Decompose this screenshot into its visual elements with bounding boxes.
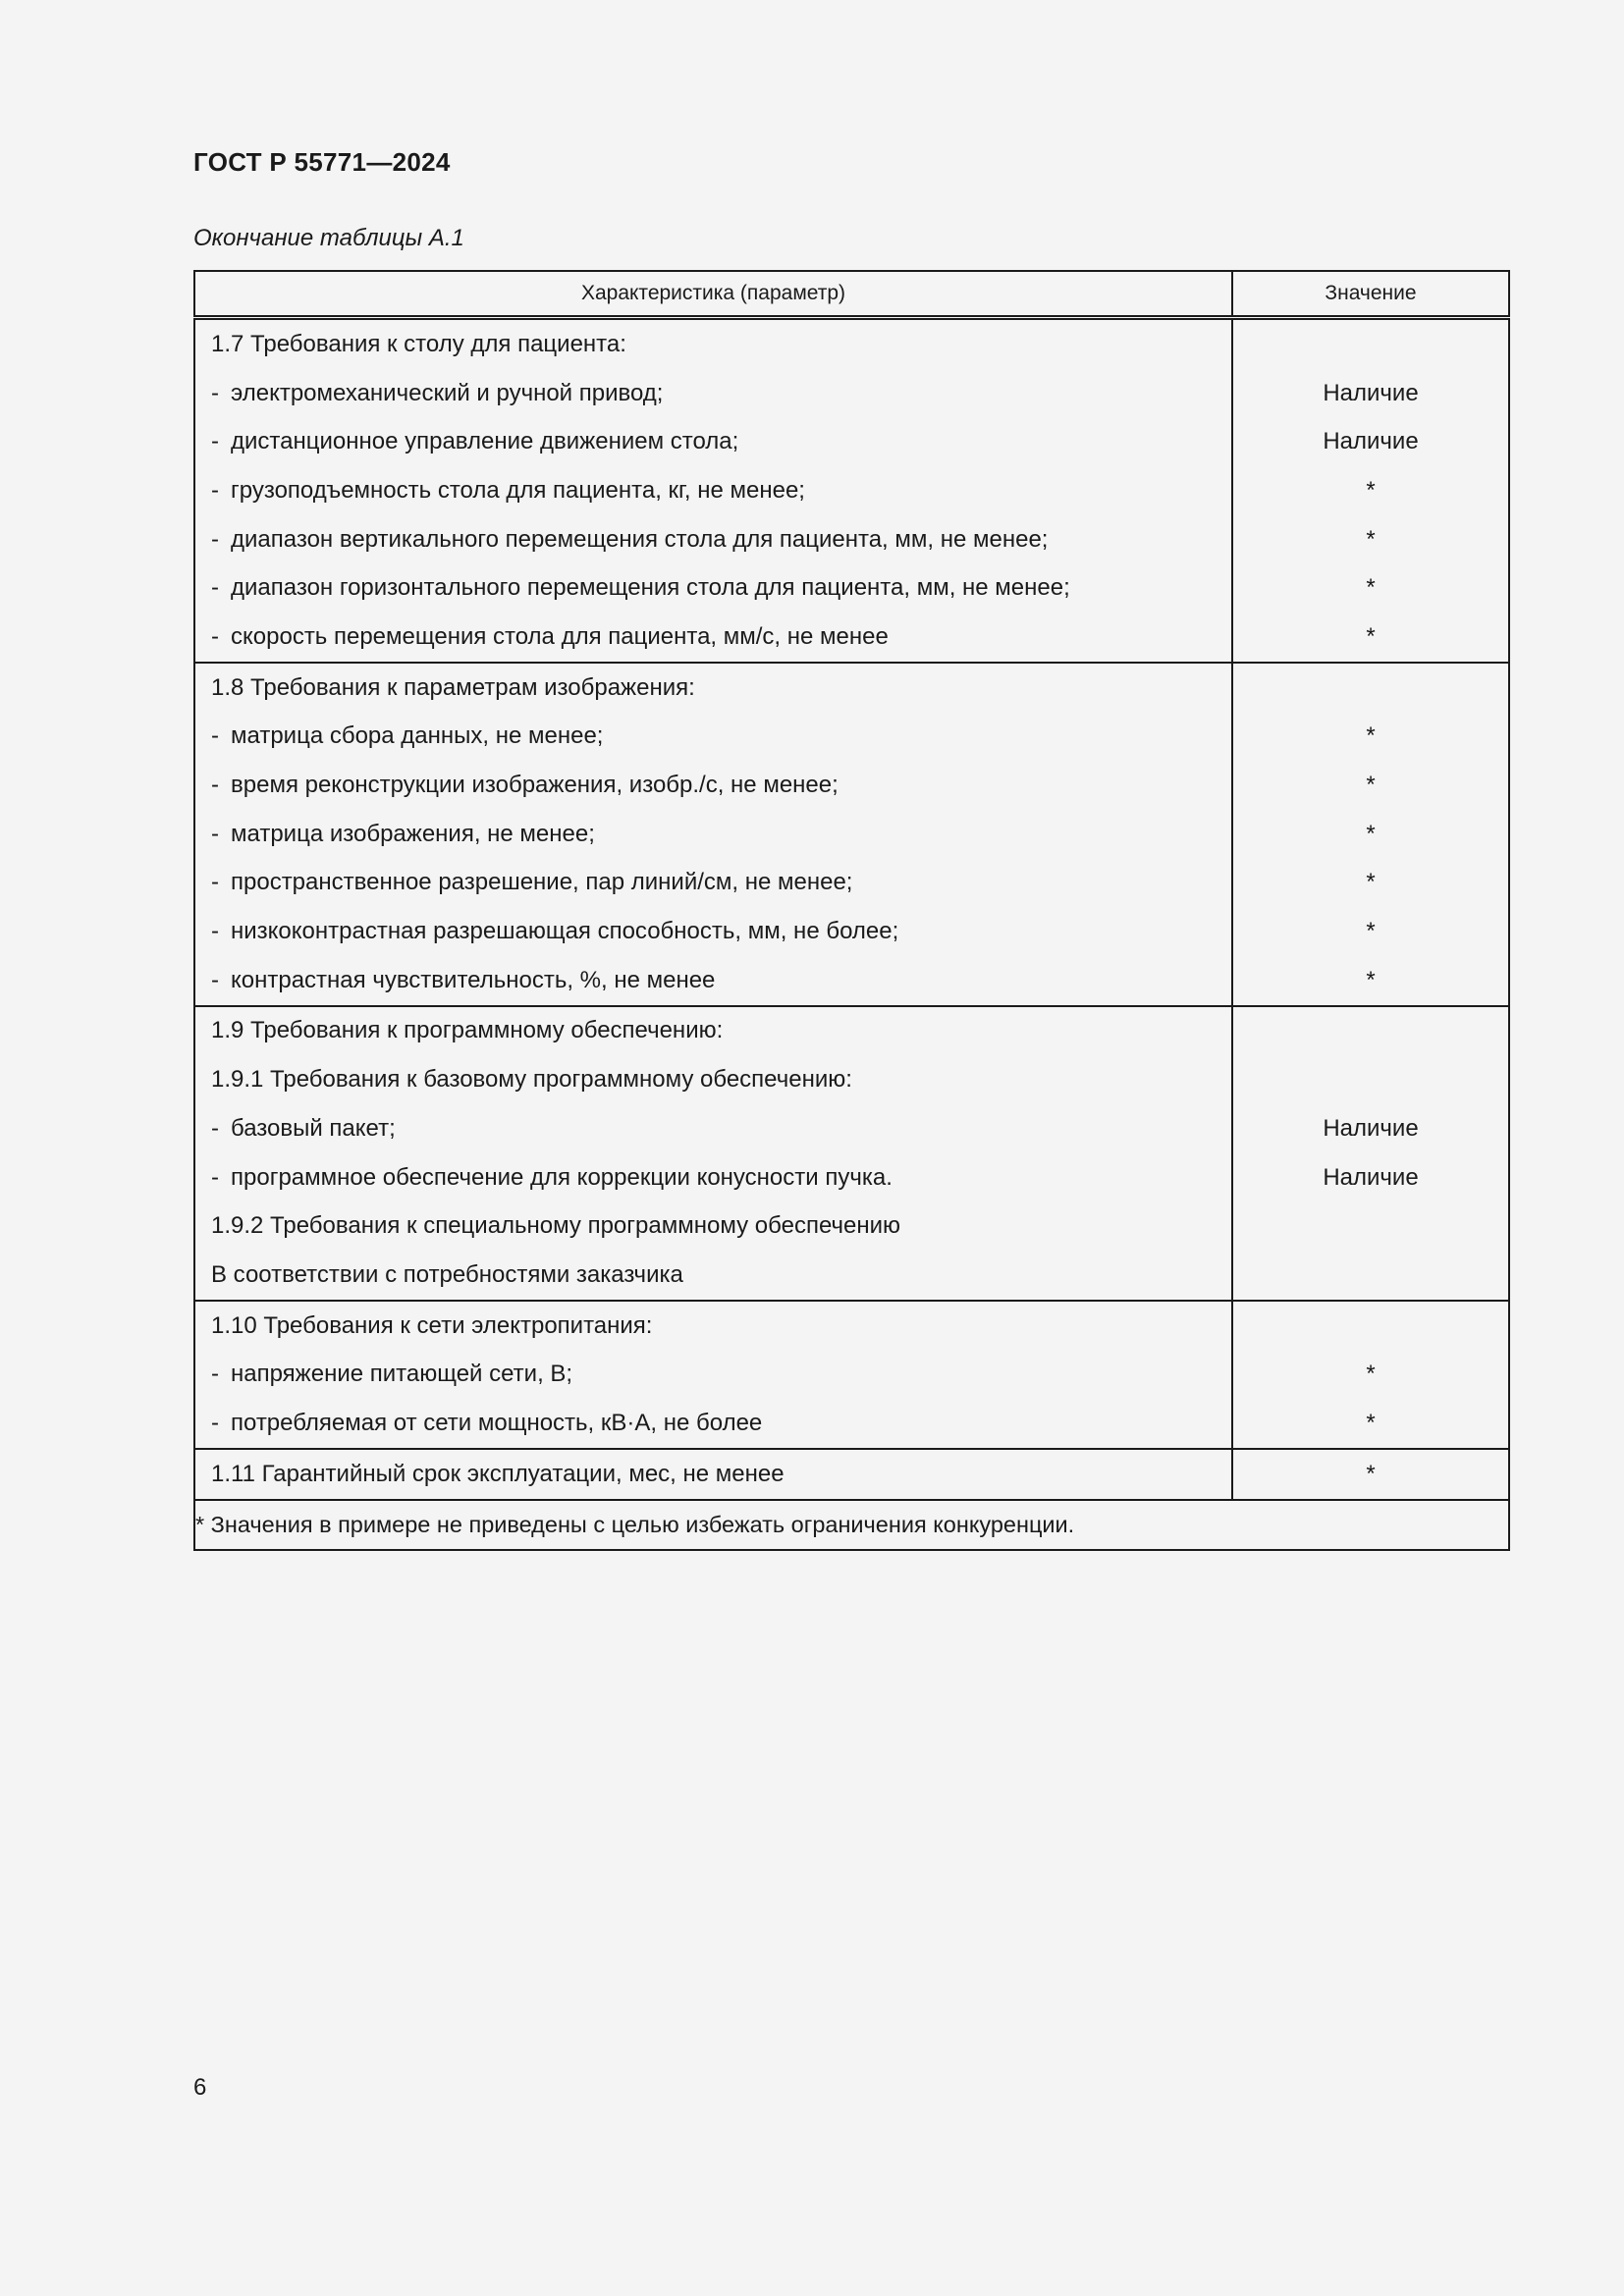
parameter-cell [194, 1301, 1232, 1351]
value-cell: Наличие [1232, 369, 1509, 418]
parameter-text: матрица сбора данных, не менее; [231, 722, 604, 750]
table-row [194, 1301, 1509, 1351]
parameter-text: дистанционное управление движением стола; [231, 428, 739, 455]
parameter-cell [194, 907, 1232, 956]
list-dash: - [211, 918, 219, 945]
value-cell: * [1232, 563, 1509, 613]
table-row [194, 417, 1509, 466]
parameter-cell [194, 1399, 1232, 1449]
parameter-text: напряжение питающей сети, В; [231, 1361, 573, 1388]
parameter-text: 1.10 Требования к сети электропитания: [211, 1311, 653, 1339]
list-dash: - [211, 1114, 219, 1142]
value-cell: Наличие [1232, 417, 1509, 466]
value-cell: * [1232, 907, 1509, 956]
parameter-cell [194, 1104, 1232, 1153]
table-row [194, 1006, 1509, 1056]
document-code: ГОСТ Р 55771—2024 [193, 147, 451, 177]
value-cell: * [1232, 1399, 1509, 1449]
list-dash: - [211, 772, 219, 799]
value-cell [1232, 1055, 1509, 1104]
table-row [194, 1449, 1509, 1500]
parameter-cell [194, 1251, 1232, 1301]
parameter-cell [194, 1055, 1232, 1104]
value-cell: * [1232, 713, 1509, 762]
value-cell: * [1232, 761, 1509, 810]
parameter-cell [194, 761, 1232, 810]
parameter-text: В соответствии с потребностями заказчика [211, 1260, 683, 1288]
table-row [194, 713, 1509, 762]
value-cell: * [1232, 466, 1509, 515]
parameter-cell [194, 663, 1232, 713]
list-dash: - [211, 622, 219, 650]
parameter-text: 1.9.2 Требования к специальному программному обеспечению [211, 1212, 900, 1240]
table-row [194, 1399, 1509, 1449]
parameter-text: 1.9.1 Требования к базовому программному обеспечению: [211, 1066, 852, 1094]
value-cell: * [1232, 515, 1509, 564]
table-row [194, 1350, 1509, 1399]
parameter-text: контрастная чувствительность, %, не менее [231, 966, 716, 993]
requirements-table [193, 270, 1510, 1551]
parameter-cell [194, 956, 1232, 1006]
parameter-text: 1.9 Требования к программному обеспечению: [211, 1017, 724, 1044]
table-row [194, 369, 1509, 418]
value-cell: * [1232, 956, 1509, 1006]
value-cell: Наличие [1232, 1153, 1509, 1202]
parameter-text: пространственное разрешение, пар линий/см, не менее; [231, 869, 853, 896]
table-row [194, 761, 1509, 810]
parameter-cell [194, 417, 1232, 466]
parameter-cell [194, 1449, 1232, 1500]
column-header-parameter: Характеристика (параметр) [194, 271, 1232, 318]
parameter-cell [194, 1153, 1232, 1202]
table-row [194, 1201, 1509, 1251]
parameter-cell [194, 859, 1232, 908]
table-body [194, 318, 1509, 1500]
value-cell [1232, 663, 1509, 713]
list-dash: - [211, 574, 219, 602]
table-row [194, 515, 1509, 564]
parameter-text: потребляемая от сети мощность, кВ·А, не более [231, 1409, 763, 1436]
parameter-text: низкоконтрастная разрешающая способность, мм, не более; [231, 918, 899, 945]
parameter-text: электромеханический и ручной привод; [231, 379, 664, 406]
value-cell [1232, 1251, 1509, 1301]
value-cell: * [1232, 613, 1509, 663]
table-row [194, 907, 1509, 956]
footnote-row [194, 1500, 1509, 1551]
table-row [194, 318, 1509, 369]
table-row [194, 1153, 1509, 1202]
table-row [194, 810, 1509, 859]
table-header-row [194, 271, 1509, 318]
parameter-text: диапазон вертикального перемещения стола для пациента, мм, не менее; [231, 525, 1049, 553]
parameter-cell [194, 613, 1232, 663]
table-footnote: * Значения в примере не приведены с целью избежать ограничения конкуренции. [194, 1500, 1509, 1551]
list-dash: - [211, 525, 219, 553]
table-caption: Окончание таблицы А.1 [193, 225, 464, 251]
parameter-text: грузоподъемность стола для пациента, кг, не менее; [231, 476, 805, 504]
parameter-cell [194, 1350, 1232, 1399]
table-row [194, 613, 1509, 663]
list-dash: - [211, 820, 219, 847]
value-cell: Наличие [1232, 1104, 1509, 1153]
list-dash: - [211, 379, 219, 406]
table-row [194, 466, 1509, 515]
list-dash: - [211, 722, 219, 750]
table-row [194, 663, 1509, 713]
parameter-cell [194, 713, 1232, 762]
list-dash: - [211, 966, 219, 993]
list-dash: - [211, 1163, 219, 1191]
table-row [194, 859, 1509, 908]
parameter-text: время реконструкции изображения, изобр./с, не менее; [231, 772, 839, 799]
list-dash: - [211, 476, 219, 504]
value-cell: * [1232, 1449, 1509, 1500]
table-row [194, 1055, 1509, 1104]
list-dash: - [211, 869, 219, 896]
table-row [194, 1251, 1509, 1301]
parameter-text: матрица изображения, не менее; [231, 820, 595, 847]
list-dash: - [211, 1409, 219, 1436]
value-cell [1232, 1201, 1509, 1251]
parameter-cell [194, 1201, 1232, 1251]
parameter-text: скорость перемещения стола для пациента, мм/с, не менее [231, 622, 889, 650]
value-cell [1232, 1006, 1509, 1056]
table-row [194, 956, 1509, 1006]
value-cell: * [1232, 859, 1509, 908]
value-cell [1232, 1301, 1509, 1351]
parameter-text: 1.11 Гарантийный срок эксплуатации, мес, не менее [211, 1460, 785, 1487]
parameter-text: 1.8 Требования к параметрам изображения: [211, 673, 695, 701]
parameter-cell [194, 1006, 1232, 1056]
parameter-cell [194, 318, 1232, 369]
parameter-cell [194, 369, 1232, 418]
parameter-cell [194, 810, 1232, 859]
table-row [194, 1104, 1509, 1153]
page-number: 6 [193, 2074, 207, 2101]
parameter-text: программное обеспечение для коррекции конусности пучка. [231, 1163, 893, 1191]
parameter-cell [194, 515, 1232, 564]
value-cell [1232, 318, 1509, 369]
list-dash: - [211, 1361, 219, 1388]
table-row [194, 563, 1509, 613]
list-dash: - [211, 428, 219, 455]
parameter-text: базовый пакет; [231, 1114, 396, 1142]
value-cell: * [1232, 1350, 1509, 1399]
parameter-cell [194, 563, 1232, 613]
parameter-cell [194, 466, 1232, 515]
parameter-text: 1.7 Требования к столу для пациента: [211, 330, 626, 357]
value-cell: * [1232, 810, 1509, 859]
parameter-text: диапазон горизонтального перемещения стола для пациента, мм, не менее; [231, 574, 1070, 602]
column-header-value: Значение [1232, 271, 1509, 318]
